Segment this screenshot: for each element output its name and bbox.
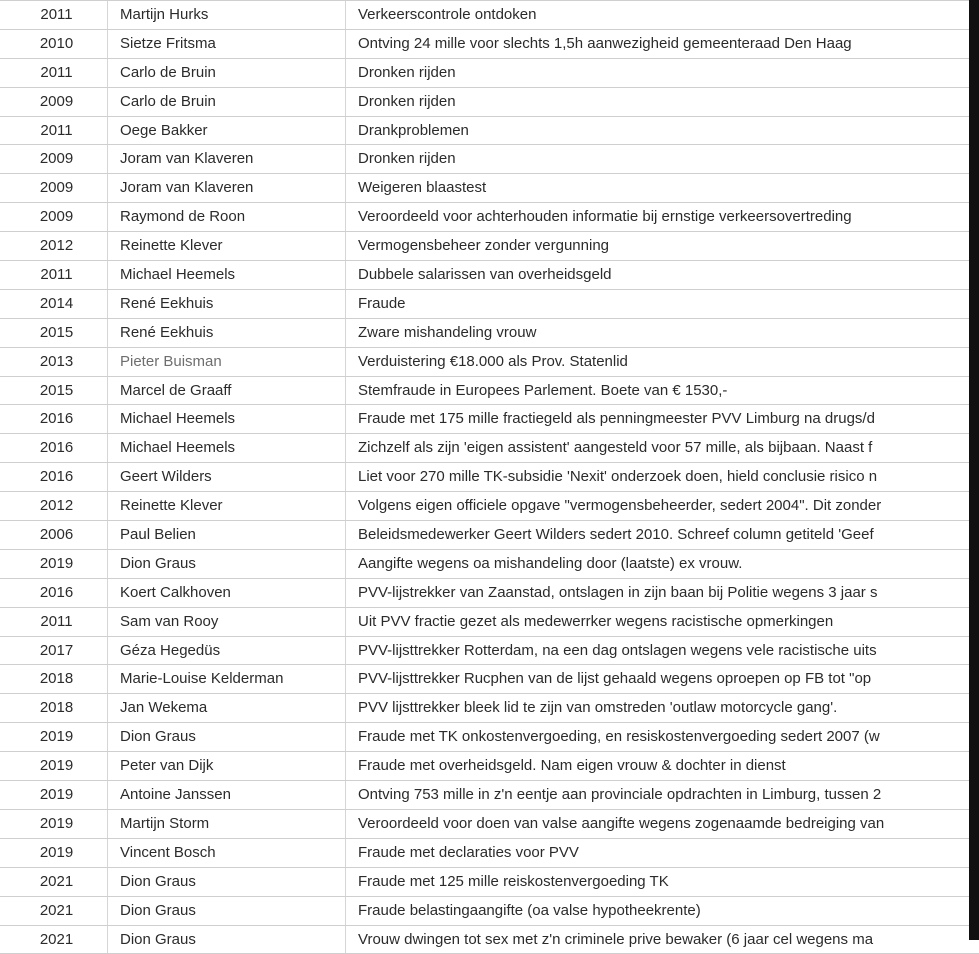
description-cell[interactable]: Weigeren blaastest [346, 174, 969, 202]
table-row [0, 579, 979, 608]
name-cell[interactable]: Michael Heemels [108, 261, 346, 289]
table-row [0, 88, 979, 117]
year-cell[interactable]: 2021 [0, 897, 108, 925]
year-cell[interactable]: 2016 [0, 463, 108, 491]
name-cell[interactable]: Martijn Hurks [108, 1, 346, 29]
name-cell[interactable]: Geert Wilders [108, 463, 346, 491]
year-cell[interactable]: 2019 [0, 781, 108, 809]
name-cell[interactable]: René Eekhuis [108, 290, 346, 318]
description-cell[interactable]: Vermogensbeheer zonder vergunning [346, 232, 969, 260]
table-row [0, 752, 979, 781]
year-cell[interactable]: 2019 [0, 723, 108, 751]
year-cell[interactable]: 2019 [0, 839, 108, 867]
table-row [0, 868, 979, 897]
table-row [0, 839, 979, 868]
year-cell[interactable]: 2011 [0, 608, 108, 636]
name-cell[interactable]: Vincent Bosch [108, 839, 346, 867]
name-cell[interactable]: Reinette Klever [108, 232, 346, 260]
table-row [0, 117, 979, 146]
table-row [0, 608, 979, 637]
name-cell[interactable]: Carlo de Bruin [108, 88, 346, 116]
table-row [0, 492, 979, 521]
year-cell[interactable]: 2009 [0, 88, 108, 116]
name-cell[interactable]: Dion Graus [108, 723, 346, 751]
description-cell[interactable]: Verduistering €18.000 als Prov. Statenlid [346, 348, 969, 376]
description-cell[interactable]: Volgens eigen officiele opgave "vermogensbeheerder, sedert 2004". Dit zonder [346, 492, 969, 520]
year-cell[interactable]: 2021 [0, 926, 108, 954]
name-cell[interactable]: Antoine Janssen [108, 781, 346, 809]
description-cell[interactable]: Fraude met TK onkostenvergoeding, en resiskostenvergoeding sedert 2007 (w [346, 723, 969, 751]
table-row [0, 145, 979, 174]
year-cell[interactable]: 2015 [0, 377, 108, 405]
name-cell[interactable]: Michael Heemels [108, 434, 346, 462]
description-cell[interactable]: Aangifte wegens oa mishandeling door (laatste) ex vrouw. [346, 550, 969, 578]
table-row [0, 405, 979, 434]
year-cell[interactable]: 2011 [0, 59, 108, 87]
table-row [0, 781, 979, 810]
name-cell[interactable]: René Eekhuis [108, 319, 346, 347]
year-cell[interactable]: 2014 [0, 290, 108, 318]
table-row [0, 463, 979, 492]
description-cell[interactable]: Ontving 24 mille voor slechts 1,5h aanwezigheid gemeenteraad Den Haag [346, 30, 969, 58]
name-cell[interactable]: Oege Bakker [108, 117, 346, 145]
description-cell[interactable]: Zware mishandeling vrouw [346, 319, 969, 347]
name-cell[interactable]: Sam van Rooy [108, 608, 346, 636]
description-cell[interactable]: Beleidsmedewerker Geert Wilders sedert 2010. Schreef column getiteld 'Geef [346, 521, 969, 549]
year-cell[interactable]: 2016 [0, 405, 108, 433]
name-cell[interactable]: Dion Graus [108, 897, 346, 925]
description-cell[interactable]: Liet voor 270 mille TK-subsidie 'Nexit' onderzoek doen, hield conclusie risico n [346, 463, 969, 491]
description-cell[interactable]: Fraude met declaraties voor PVV [346, 839, 969, 867]
description-cell[interactable]: Uit PVV fractie gezet als medewerrker wegens racistische opmerkingen [346, 608, 969, 636]
table-row [0, 30, 979, 59]
name-cell[interactable]: Raymond de Roon [108, 203, 346, 231]
name-cell[interactable]: Sietze Fritsma [108, 30, 346, 58]
table-row [0, 232, 979, 261]
description-cell[interactable]: Fraude met overheidsgeld. Nam eigen vrouw & dochter in dienst [346, 752, 969, 780]
table-row [0, 897, 979, 926]
description-cell[interactable]: Zichzelf als zijn 'eigen assistent' aangesteld voor 57 mille, als bijbaan. Naast f [346, 434, 969, 462]
name-cell[interactable]: Joram van Klaveren [108, 174, 346, 202]
description-cell[interactable]: Vrouw dwingen tot sex met z'n criminele prive bewaker (6 jaar cel wegens ma [346, 926, 969, 954]
year-cell[interactable]: 2019 [0, 810, 108, 838]
year-cell[interactable]: 2011 [0, 261, 108, 289]
description-cell[interactable]: PVV-lijsttrekker Rotterdam, na een dag ontslagen wegens vele racistische uits [346, 637, 969, 665]
description-cell[interactable]: Drankproblemen [346, 117, 969, 145]
year-cell[interactable]: 2006 [0, 521, 108, 549]
year-cell[interactable]: 2009 [0, 145, 108, 173]
name-cell[interactable]: Dion Graus [108, 868, 346, 896]
name-cell[interactable]: Dion Graus [108, 550, 346, 578]
table-row [0, 434, 979, 463]
table-row [0, 203, 979, 232]
year-cell[interactable]: 2012 [0, 492, 108, 520]
year-cell[interactable]: 2009 [0, 174, 108, 202]
table-row [0, 521, 979, 550]
description-cell[interactable]: PVV lijsttrekker bleek lid te zijn van omstreden 'outlaw motorcycle gang'. [346, 694, 969, 722]
description-cell[interactable]: Dronken rijden [346, 59, 969, 87]
name-cell[interactable]: Peter van Dijk [108, 752, 346, 780]
table-row [0, 377, 979, 406]
name-cell[interactable]: Michael Heemels [108, 405, 346, 433]
description-cell[interactable]: Fraude met 175 mille fractiegeld als penningmeester PVV Limburg na drugs/d [346, 405, 969, 433]
year-cell[interactable]: 2012 [0, 232, 108, 260]
table-row [0, 59, 979, 88]
table-row [0, 665, 979, 694]
year-cell[interactable]: 2021 [0, 868, 108, 896]
year-cell[interactable]: 2011 [0, 117, 108, 145]
description-cell[interactable]: Stemfraude in Europees Parlement. Boete van € 1530,- [346, 377, 969, 405]
description-cell[interactable]: Dubbele salarissen van overheidsgeld [346, 261, 969, 289]
name-cell[interactable]: Pieter Buisman [108, 348, 346, 376]
name-cell[interactable]: Joram van Klaveren [108, 145, 346, 173]
name-cell[interactable]: Marie-Louise Kelderman [108, 665, 346, 693]
name-cell[interactable]: Jan Wekema [108, 694, 346, 722]
table-row [0, 290, 979, 319]
table-row [0, 348, 979, 377]
year-cell[interactable]: 2011 [0, 1, 108, 29]
description-cell[interactable]: Veroordeeld voor doen van valse aangifte wegens zogenaamde bedreiging van [346, 810, 969, 838]
table-row [0, 174, 979, 203]
description-cell[interactable]: Veroordeeld voor achterhouden informatie bij ernstige verkeersovertreding [346, 203, 969, 231]
name-cell[interactable]: Marcel de Graaff [108, 377, 346, 405]
year-cell[interactable]: 2009 [0, 203, 108, 231]
year-cell[interactable]: 2015 [0, 319, 108, 347]
table-row [0, 810, 979, 839]
table-row [0, 550, 979, 579]
description-cell[interactable]: Fraude met 125 mille reiskostenvergoeding TK [346, 868, 969, 896]
table-row [0, 261, 979, 290]
year-cell[interactable]: 2019 [0, 550, 108, 578]
description-cell[interactable]: Ontving 753 mille in z'n eentje aan provinciale opdrachten in Limburg, tussen 2 [346, 781, 969, 809]
description-cell[interactable]: Fraude [346, 290, 969, 318]
year-cell[interactable]: 2013 [0, 348, 108, 376]
name-cell[interactable]: Géza Hegedüs [108, 637, 346, 665]
table-row [0, 694, 979, 723]
table-row [0, 723, 979, 752]
name-cell[interactable]: Paul Belien [108, 521, 346, 549]
year-cell[interactable]: 2016 [0, 434, 108, 462]
name-cell[interactable]: Dion Graus [108, 926, 346, 954]
table-row [0, 1, 979, 30]
description-cell[interactable]: Dronken rijden [346, 145, 969, 173]
year-cell[interactable]: 2010 [0, 30, 108, 58]
name-cell[interactable]: Reinette Klever [108, 492, 346, 520]
window-edge [969, 0, 979, 940]
year-cell[interactable]: 2019 [0, 752, 108, 780]
table-row [0, 319, 979, 348]
description-cell[interactable]: PVV-lijstrekker van Zaanstad, ontslagen in zijn baan bij Politie wegens 3 jaar s [346, 579, 969, 607]
name-cell[interactable]: Martijn Storm [108, 810, 346, 838]
year-cell[interactable]: 2017 [0, 637, 108, 665]
year-cell[interactable]: 2016 [0, 579, 108, 607]
year-cell[interactable]: 2018 [0, 694, 108, 722]
year-cell[interactable]: 2018 [0, 665, 108, 693]
table-row [0, 637, 979, 666]
description-cell[interactable]: PVV-lijsttrekker Rucphen van de lijst gehaald wegens oproepen op FB tot "op [346, 665, 969, 693]
name-cell[interactable]: Carlo de Bruin [108, 59, 346, 87]
description-cell[interactable]: Verkeerscontrole ontdoken [346, 1, 969, 29]
name-cell[interactable]: Koert Calkhoven [108, 579, 346, 607]
description-cell[interactable]: Fraude belastingaangifte (oa valse hypotheekrente) [346, 897, 969, 925]
description-cell[interactable]: Dronken rijden [346, 88, 969, 116]
